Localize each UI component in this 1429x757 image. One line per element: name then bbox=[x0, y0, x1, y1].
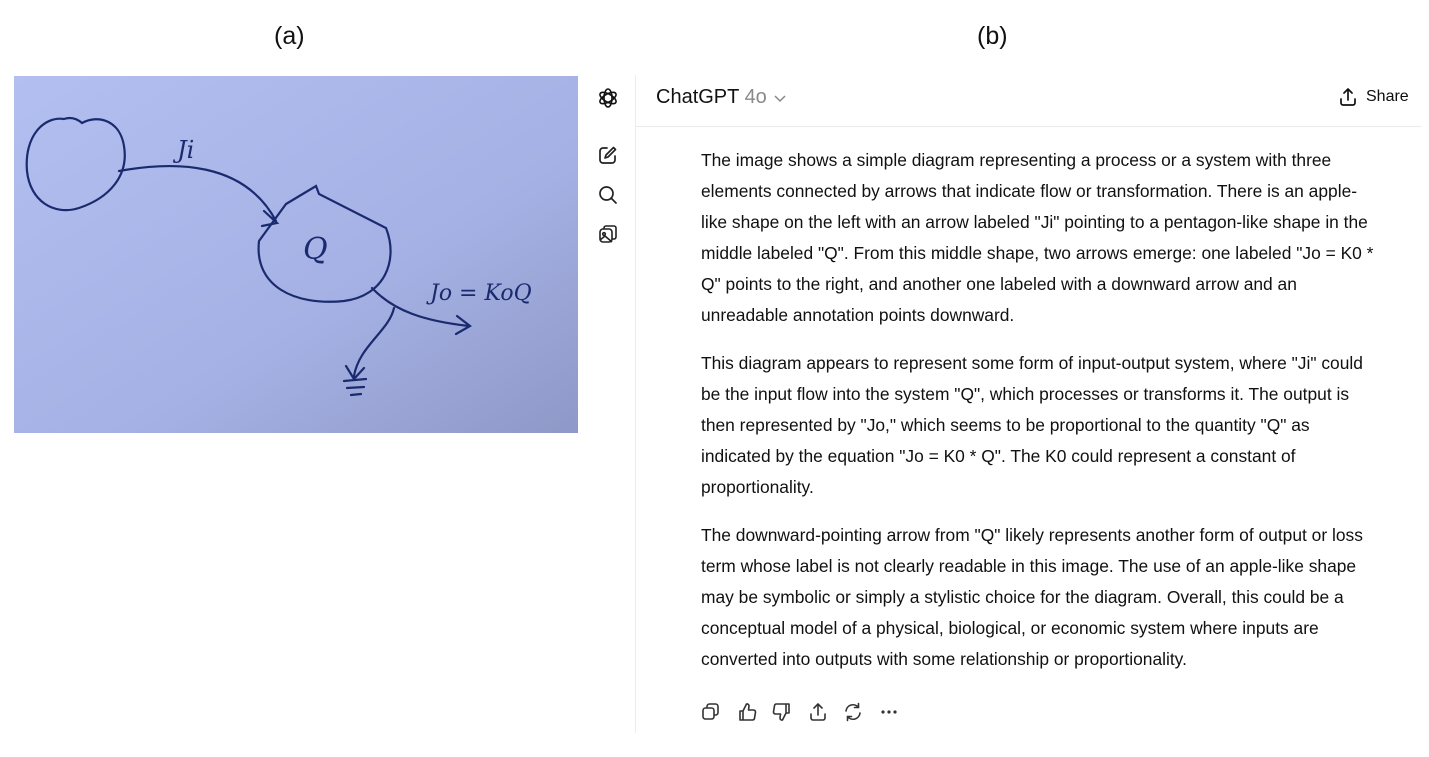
share-icon bbox=[807, 701, 829, 723]
message-line: middle labeled "Q". From this middle shape, two arrows emerge: one labeled "Jo = K0 * bbox=[701, 243, 1374, 263]
share-button[interactable] bbox=[1338, 87, 1409, 107]
thumbs-down-icon bbox=[771, 701, 793, 723]
message-paragraph bbox=[701, 520, 1411, 675]
panel-label-b: (b) bbox=[977, 22, 1008, 50]
message-line: The downward-pointing arrow from "Q" likely represents another form of output or loss bbox=[701, 525, 1363, 545]
message-line: unreadable annotation points downward. bbox=[701, 305, 1015, 325]
thumbs-down-button[interactable] bbox=[771, 701, 793, 723]
model-name: 4o bbox=[744, 86, 767, 108]
message-line: This diagram appears to represent some form of input-output system, where "Ji" could bbox=[701, 353, 1363, 373]
label-ji: Ji bbox=[177, 136, 195, 164]
message-line: like shape on the left with an arrow labeled "Ji" pointing to a pentagon-like shape in the bbox=[701, 212, 1368, 232]
message-line: converted into outputs with some relationship or proportionality. bbox=[701, 649, 1187, 669]
chevron-down-icon bbox=[774, 95, 786, 103]
message-line: indicated by the equation "Jo = K0 * Q". The K0 could represent a constant of bbox=[701, 446, 1296, 466]
message-line: be the input flow into the system "Q", which processes or transforms it. The output is bbox=[701, 384, 1350, 404]
message-line: may be symbolic or simply a stylistic choice for the diagram. Overall, this could be a bbox=[701, 587, 1344, 607]
openai-logo-icon[interactable] bbox=[596, 86, 620, 110]
label-jo: Jo = KoQ bbox=[430, 281, 532, 306]
message-line: Q" points to the right, and another one labeled with a downward arrow and an bbox=[701, 274, 1297, 294]
thumbs-up-icon bbox=[736, 701, 758, 723]
message-paragraph bbox=[701, 348, 1411, 503]
message-line: then represented by "Jo," which seems to be proportional to the quantity "Q" as bbox=[701, 415, 1310, 435]
share-label: Share bbox=[1366, 88, 1409, 105]
message-paragraph bbox=[701, 145, 1411, 331]
new-chat-icon[interactable] bbox=[597, 144, 619, 166]
message-line: The image shows a simple diagram representing a process or a system with three bbox=[701, 150, 1332, 170]
image-library-icon[interactable] bbox=[597, 223, 619, 245]
header-divider bbox=[636, 126, 1422, 127]
message-line: conceptual model of a physical, biological, or economic system where inputs are bbox=[701, 618, 1319, 638]
label-q: Q bbox=[303, 232, 328, 267]
hand-drawn-diagram-photo bbox=[14, 76, 578, 433]
share-icon bbox=[1338, 87, 1358, 107]
message-line: elements connected by arrows that indicate flow or transformation. There is an apple- bbox=[701, 181, 1358, 201]
model-selector[interactable] bbox=[656, 86, 786, 109]
copy-button[interactable] bbox=[700, 701, 722, 723]
message-line: term whose label is not clearly readable in this image. The use of an apple-like shape bbox=[701, 556, 1357, 576]
regenerate-icon bbox=[842, 701, 864, 723]
sidebar-divider bbox=[635, 75, 636, 733]
regenerate-button[interactable] bbox=[842, 701, 864, 723]
message-actions bbox=[700, 701, 900, 723]
more-icon bbox=[878, 701, 900, 723]
app-name: ChatGPT bbox=[656, 86, 739, 108]
thumbs-up-button[interactable] bbox=[736, 701, 758, 723]
more-button[interactable] bbox=[878, 701, 900, 723]
search-icon[interactable] bbox=[597, 184, 619, 206]
share-message-button[interactable] bbox=[807, 701, 829, 723]
message-line: proportionality. bbox=[701, 477, 814, 497]
copy-icon bbox=[700, 701, 722, 723]
panel-label-a: (a) bbox=[274, 22, 305, 50]
assistant-message bbox=[701, 145, 1411, 692]
